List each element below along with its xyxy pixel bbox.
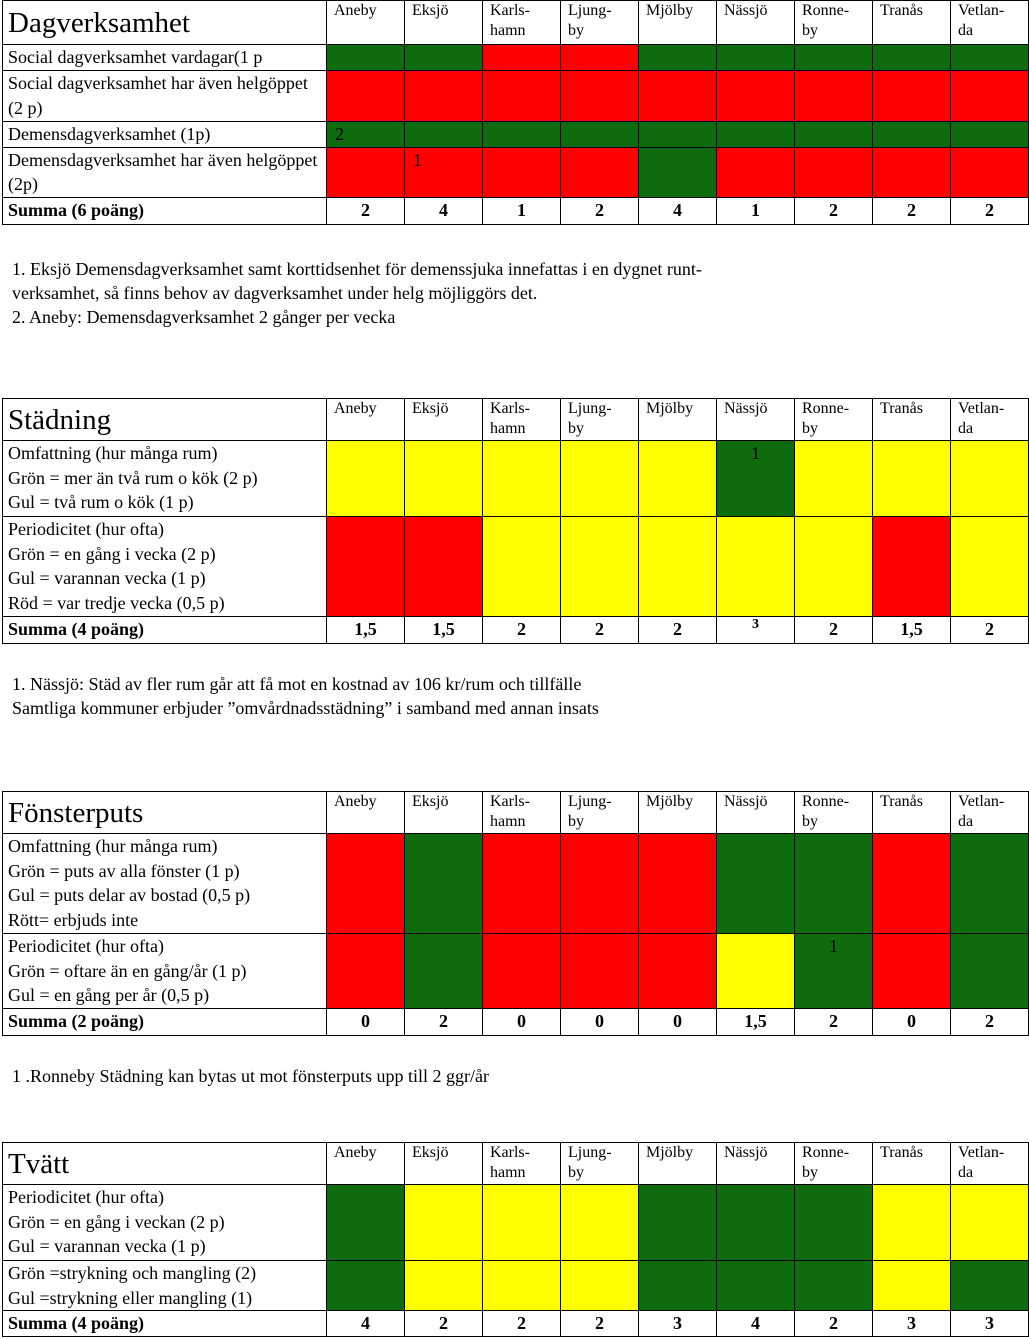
sum-cell-aneby: 2 (327, 197, 405, 224)
sum-cell-eksjo: 1,5 (405, 617, 483, 644)
col-ronneby: Ronne- by (795, 1143, 873, 1185)
status-cell-aneby (327, 71, 405, 122)
table-row (3, 45, 1029, 71)
col-karlshamn: Karls- hamn (483, 399, 561, 441)
status-cell-tranas (873, 1185, 951, 1261)
status-cell-karlshamn (483, 122, 561, 148)
row-label: Periodicitet (hur ofta) Grön = en gång i vecka (2 p) Gul = varannan vecka (1 p) Röd = var tredje vecka (0,5 p) (3, 517, 327, 617)
col-aneby: Aneby (327, 792, 405, 834)
col-tranas: Tranås (873, 1, 951, 45)
status-cell-nassjo (717, 934, 795, 1009)
note-line: 2. Aneby: Demensdagverksamhet 2 gånger per vecka (12, 307, 396, 327)
col-mjolby: Mjölby (639, 792, 717, 834)
sum-superscript: 3 (752, 617, 759, 632)
sum-cell-ljungby: 0 (561, 1008, 639, 1035)
status-cell-vetlanda (951, 934, 1029, 1009)
sum-cell-mjolby: 4 (639, 197, 717, 224)
status-cell-ronneby (795, 1261, 873, 1311)
col-vetlanda: Vetlan- da (951, 792, 1029, 834)
fonsterputs-title: Fönsterputs (3, 792, 327, 834)
footnote-mark: 1 (751, 443, 760, 463)
sum-cell-karlshamn: 1 (483, 197, 561, 224)
row-label: Omfattning (hur många rum) Grön = mer än två rum o kök (2 p) Gul = två rum o kök (1 p) (3, 441, 327, 517)
row-label: Periodicitet (hur ofta) Grön = en gång i veckan (2 p) Gul = varannan vecka (1 p) (3, 1185, 327, 1261)
sum-cell-mjolby: 2 (639, 617, 717, 644)
status-cell-nassjo (717, 122, 795, 148)
status-cell-mjolby (639, 1261, 717, 1311)
tvatt-table (2, 1142, 1029, 1337)
status-cell-ronneby (795, 147, 873, 197)
row-label: Demensdagverksamhet har även helgöppet (2p) (3, 147, 327, 197)
status-cell-tranas (873, 517, 951, 617)
sum-cell-ronneby: 2 (795, 617, 873, 644)
status-cell-karlshamn (483, 71, 561, 122)
fonsterputs-notes (12, 1064, 489, 1088)
sum-cell-tranas: 3 (873, 1311, 951, 1337)
status-cell-karlshamn (483, 45, 561, 71)
status-cell-eksjo (405, 517, 483, 617)
status-cell-aneby (327, 517, 405, 617)
col-ljungby: Ljung- by (561, 792, 639, 834)
status-cell-ronneby (795, 934, 873, 1009)
status-cell-nassjo (717, 45, 795, 71)
status-cell-ljungby (561, 934, 639, 1009)
status-cell-tranas (873, 934, 951, 1009)
footnote-mark: 1 (829, 936, 838, 956)
sum-row (3, 197, 1029, 224)
sum-cell-vetlanda: 2 (951, 1008, 1029, 1035)
col-mjolby: Mjölby (639, 1, 717, 45)
sum-cell-mjolby: 0 (639, 1008, 717, 1035)
status-cell-ronneby (795, 834, 873, 934)
sum-cell-ljungby: 2 (561, 617, 639, 644)
status-cell-mjolby (639, 122, 717, 148)
status-cell-karlshamn (483, 441, 561, 517)
col-eksjo: Eksjö (405, 399, 483, 441)
col-mjolby: Mjölby (639, 399, 717, 441)
status-cell-eksjo (405, 441, 483, 517)
status-cell-vetlanda (951, 1261, 1029, 1311)
status-cell-tranas (873, 834, 951, 934)
status-cell-nassjo (717, 1261, 795, 1311)
status-cell-eksjo (405, 834, 483, 934)
status-cell-ljungby (561, 834, 639, 934)
status-cell-aneby (327, 1261, 405, 1311)
status-cell-ljungby (561, 441, 639, 517)
sum-cell-vetlanda: 2 (951, 197, 1029, 224)
sum-cell-aneby: 0 (327, 1008, 405, 1035)
sum-label: Summa (4 poäng) (3, 617, 327, 644)
col-nassjo: Nässjö (717, 1143, 795, 1185)
sum-cell-karlshamn: 2 (483, 617, 561, 644)
status-cell-ljungby (561, 71, 639, 122)
col-eksjo: Eksjö (405, 1143, 483, 1185)
status-cell-vetlanda (951, 1185, 1029, 1261)
status-cell-ljungby (561, 45, 639, 71)
sum-cell-vetlanda: 3 (951, 1311, 1029, 1337)
col-tranas: Tranås (873, 1143, 951, 1185)
note-line: 1 .Ronneby Städning kan bytas ut mot fönsterputs upp till 2 ggr/år (12, 1066, 489, 1086)
status-cell-eksjo (405, 147, 483, 197)
status-cell-tranas (873, 1261, 951, 1311)
status-cell-karlshamn (483, 147, 561, 197)
sum-cell-tranas: 0 (873, 1008, 951, 1035)
status-cell-nassjo (717, 147, 795, 197)
status-cell-aneby (327, 45, 405, 71)
sum-row (3, 617, 1029, 644)
col-ljungby: Ljung- by (561, 1143, 639, 1185)
status-cell-tranas (873, 122, 951, 148)
sum-cell-tranas: 1,5 (873, 617, 951, 644)
col-aneby: Aneby (327, 399, 405, 441)
status-cell-karlshamn (483, 934, 561, 1009)
status-cell-ronneby (795, 517, 873, 617)
status-cell-vetlanda (951, 517, 1029, 617)
status-cell-karlshamn (483, 1185, 561, 1261)
col-vetlanda: Vetlan- da (951, 1143, 1029, 1185)
status-cell-ljungby (561, 1185, 639, 1261)
status-cell-nassjo (717, 1185, 795, 1261)
status-cell-mjolby (639, 834, 717, 934)
col-karlshamn: Karls- hamn (483, 1143, 561, 1185)
col-tranas: Tranås (873, 792, 951, 834)
sum-cell-ljungby: 2 (561, 197, 639, 224)
status-cell-mjolby (639, 1185, 717, 1261)
sum-cell-aneby: 1,5 (327, 617, 405, 644)
status-cell-tranas (873, 45, 951, 71)
col-ljungby: Ljung- by (561, 1, 639, 45)
sum-cell-nassjo: 1,5 (717, 1008, 795, 1035)
col-tranas: Tranås (873, 399, 951, 441)
status-cell-mjolby (639, 71, 717, 122)
sum-label: Summa (4 poäng) (3, 1311, 327, 1337)
status-cell-aneby (327, 441, 405, 517)
dagverksamhet-table (2, 0, 1029, 225)
table-row (3, 122, 1029, 148)
sum-cell-nassjo (717, 617, 795, 644)
status-cell-ljungby (561, 517, 639, 617)
status-cell-aneby (327, 934, 405, 1009)
sum-label: Summa (6 poäng) (3, 197, 327, 224)
row-label: Periodicitet (hur ofta) Grön = oftare än en gång/år (1 p) Gul = en gång per år (0,5 p) (3, 934, 327, 1009)
footnote-mark: 2 (335, 124, 344, 144)
status-cell-mjolby (639, 147, 717, 197)
sum-cell-karlshamn: 2 (483, 1311, 561, 1337)
sum-cell-vetlanda: 2 (951, 617, 1029, 644)
status-cell-vetlanda (951, 71, 1029, 122)
col-ronneby: Ronne- by (795, 1, 873, 45)
sum-cell-eksjo: 2 (405, 1311, 483, 1337)
status-cell-ljungby (561, 147, 639, 197)
status-cell-vetlanda (951, 122, 1029, 148)
status-cell-mjolby (639, 441, 717, 517)
status-cell-ronneby (795, 45, 873, 71)
header-row (3, 1, 1029, 45)
note-line: 1. Nässjö: Städ av fler rum går att få mot en kostnad av 106 kr/rum och tillfälle (12, 674, 582, 694)
status-cell-aneby (327, 834, 405, 934)
status-cell-eksjo (405, 71, 483, 122)
sum-cell-aneby: 4 (327, 1311, 405, 1337)
table-row (3, 834, 1029, 934)
fonsterputs-section (2, 791, 1029, 1036)
sum-cell-ljungby: 2 (561, 1311, 639, 1337)
status-cell-ronneby (795, 122, 873, 148)
status-cell-vetlanda (951, 834, 1029, 934)
stadning-notes (12, 672, 599, 720)
status-cell-mjolby (639, 45, 717, 71)
header-row (3, 1143, 1029, 1185)
col-eksjo: Eksjö (405, 792, 483, 834)
status-cell-vetlanda (951, 147, 1029, 197)
row-label: Demensdagverksamhet (1p) (3, 122, 327, 148)
note-line: 1. Eksjö Demensdagverksamhet samt korttidsenhet för demenssjuka innefattas i en dygnet runt- (12, 259, 702, 279)
table-row (3, 517, 1029, 617)
status-cell-eksjo (405, 934, 483, 1009)
status-cell-ronneby (795, 71, 873, 122)
sum-cell-eksjo: 4 (405, 197, 483, 224)
col-ronneby: Ronne- by (795, 792, 873, 834)
note-line: verksamhet, så finns behov av dagverksamhet under helg möjliggörs det. (12, 283, 538, 303)
sum-cell-tranas: 2 (873, 197, 951, 224)
col-vetlanda: Vetlan- da (951, 1, 1029, 45)
status-cell-aneby (327, 1185, 405, 1261)
table-row (3, 71, 1029, 122)
status-cell-nassjo (717, 517, 795, 617)
status-cell-ljungby (561, 1261, 639, 1311)
tvatt-section (2, 1142, 1029, 1337)
col-ronneby: Ronne- by (795, 399, 873, 441)
col-ljungby: Ljung- by (561, 399, 639, 441)
table-row (3, 1261, 1029, 1311)
sum-label: Summa (2 poäng) (3, 1008, 327, 1035)
row-label: Grön =strykning och mangling (2) Gul =strykning eller mangling (1) (3, 1261, 327, 1311)
status-cell-tranas (873, 441, 951, 517)
row-label: Social dagverksamhet vardagar(1 p (3, 45, 327, 71)
status-cell-nassjo (717, 834, 795, 934)
stadning-section (2, 398, 1029, 644)
fonsterputs-table (2, 791, 1029, 1036)
col-karlshamn: Karls- hamn (483, 1, 561, 45)
status-cell-tranas (873, 147, 951, 197)
col-aneby: Aneby (327, 1143, 405, 1185)
table-row (3, 1185, 1029, 1261)
status-cell-karlshamn (483, 834, 561, 934)
sum-row (3, 1008, 1029, 1035)
sum-cell-nassjo: 1 (717, 197, 795, 224)
sum-cell-ronneby: 2 (795, 197, 873, 224)
sum-cell-eksjo: 2 (405, 1008, 483, 1035)
sum-cell-ronneby: 2 (795, 1008, 873, 1035)
status-cell-nassjo (717, 441, 795, 517)
dagverksamhet-section (2, 0, 1029, 225)
dagverksamhet-title: Dagverksamhet (3, 1, 327, 45)
dagverksamhet-notes (12, 257, 702, 329)
stadning-title: Städning (3, 399, 327, 441)
sum-cell-mjolby: 3 (639, 1311, 717, 1337)
stadning-table (2, 398, 1029, 644)
table-row (3, 441, 1029, 517)
col-aneby: Aneby (327, 1, 405, 45)
footnote-mark: 1 (413, 149, 422, 170)
sum-cell-ronneby: 2 (795, 1311, 873, 1337)
status-cell-aneby (327, 147, 405, 197)
row-label: Social dagverksamhet har även helgöppet (2 p) (3, 71, 327, 122)
status-cell-karlshamn (483, 517, 561, 617)
header-row (3, 399, 1029, 441)
status-cell-eksjo (405, 45, 483, 71)
col-mjolby: Mjölby (639, 1143, 717, 1185)
status-cell-ljungby (561, 122, 639, 148)
col-nassjo: Nässjö (717, 792, 795, 834)
status-cell-karlshamn (483, 1261, 561, 1311)
row-label: Omfattning (hur många rum) Grön = puts av alla fönster (1 p) Gul = puts delar av bostad (0,5 p) Rött= erbjuds inte (3, 834, 327, 934)
status-cell-vetlanda (951, 441, 1029, 517)
status-cell-mjolby (639, 934, 717, 1009)
col-vetlanda: Vetlan- da (951, 399, 1029, 441)
status-cell-eksjo (405, 1185, 483, 1261)
status-cell-ronneby (795, 1185, 873, 1261)
status-cell-vetlanda (951, 45, 1029, 71)
note-line: Samtliga kommuner erbjuder ”omvårdnadsstädning” i samband med annan insats (12, 698, 599, 718)
col-eksjo: Eksjö (405, 1, 483, 45)
sum-row (3, 1311, 1029, 1337)
status-cell-nassjo (717, 71, 795, 122)
sum-cell-nassjo: 4 (717, 1311, 795, 1337)
table-row (3, 147, 1029, 197)
tvatt-title: Tvätt (3, 1143, 327, 1185)
col-nassjo: Nässjö (717, 399, 795, 441)
status-cell-ronneby (795, 441, 873, 517)
status-cell-tranas (873, 71, 951, 122)
status-cell-eksjo (405, 122, 483, 148)
col-nassjo: Nässjö (717, 1, 795, 45)
col-karlshamn: Karls- hamn (483, 792, 561, 834)
status-cell-mjolby (639, 517, 717, 617)
status-cell-aneby (327, 122, 405, 148)
table-row (3, 934, 1029, 1009)
sum-cell-karlshamn: 0 (483, 1008, 561, 1035)
header-row (3, 792, 1029, 834)
status-cell-eksjo (405, 1261, 483, 1311)
